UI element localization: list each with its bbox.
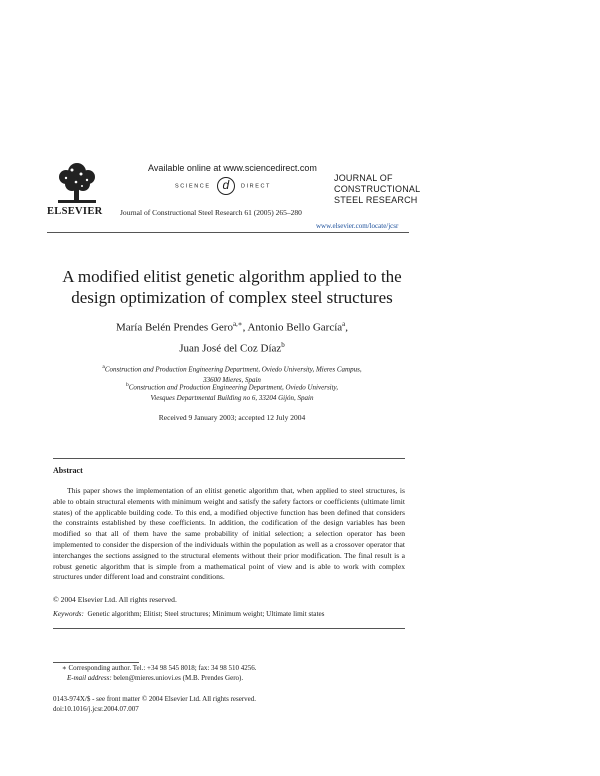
copyright-notice: © 2004 Elsevier Ltd. All rights reserved. bbox=[53, 595, 177, 604]
header-divider bbox=[47, 232, 409, 233]
author-name: , Antonio Bello García bbox=[242, 321, 343, 334]
title-line: design optimization of complex steel structures bbox=[71, 288, 393, 307]
email-footnote bbox=[67, 674, 243, 682]
affil-text: Construction and Production Engineering Department, Oviedo University, bbox=[128, 383, 339, 392]
journal-title-logo bbox=[334, 173, 421, 206]
sciencedirect-mark-icon: d bbox=[217, 177, 235, 195]
received-dates: Received 9 January 2003; accepted 12 July 2004 bbox=[158, 413, 306, 422]
abstract-heading: Abstract bbox=[53, 466, 83, 475]
doi-line[interactable]: doi:10.1016/j.jcsr.2004.07.007 bbox=[53, 705, 139, 713]
corresponding-author-footnote bbox=[62, 664, 257, 672]
journal-title-line: STEEL RESEARCH bbox=[334, 195, 418, 205]
journal-title-line: JOURNAL OF bbox=[334, 173, 393, 183]
author-affil-mark: b bbox=[281, 340, 285, 349]
keywords-list: Genetic algorithm; Elitist; Steel structures; Minimum weight; Ultimate limit states bbox=[87, 610, 325, 618]
keywords-divider bbox=[53, 628, 405, 629]
author-line bbox=[40, 316, 424, 337]
keywords bbox=[53, 610, 405, 618]
email-label: E-mail address: bbox=[67, 674, 112, 682]
abstract-body bbox=[53, 486, 405, 583]
sciencedirect-left: SCIENCE bbox=[175, 183, 211, 190]
sciencedirect-logo bbox=[175, 177, 271, 195]
keywords-label: Keywords: bbox=[53, 610, 84, 618]
author-separator: , bbox=[345, 321, 349, 334]
tree-icon bbox=[52, 160, 102, 206]
issn-line: 0143-974X/$ - see front matter © 2004 Elsevier Ltd. All rights reserved. bbox=[53, 695, 257, 703]
author-affil-mark: a bbox=[342, 320, 346, 328]
journal-title-line: CONSTRUCTIONAL bbox=[334, 184, 421, 194]
author-affil-mark: a,∗ bbox=[232, 320, 243, 328]
footnote-divider bbox=[53, 662, 139, 663]
affil-mark: a bbox=[102, 364, 105, 370]
affil-text: Construction and Production Engineering Department, Oviedo University, Mieres Campus, bbox=[104, 365, 362, 374]
footnote-text: Corresponding author. Tel.: +34 98 545 8018; fax: 34 98 510 4256. bbox=[68, 664, 257, 672]
journal-reference: Journal of Constructional Steel Research 61 (2005) 265–280 bbox=[120, 208, 302, 217]
journal-url-link[interactable]: www.elsevier.com/locate/jcsr bbox=[316, 222, 399, 230]
available-online-text: Available online at www.sciencedirect.com bbox=[148, 163, 317, 173]
affil-text: 33600 Mieres, Spain bbox=[203, 375, 261, 384]
publisher-name: ELSEVIER bbox=[47, 206, 103, 217]
affil-text: Viesques Departmental Building no 6, 33204 Gijón, Spain bbox=[150, 393, 314, 402]
author-line bbox=[40, 337, 424, 358]
footnote-mark: ∗ bbox=[62, 664, 67, 672]
author-list bbox=[40, 316, 424, 357]
article-title bbox=[40, 266, 424, 308]
author-name: Juan José del Coz Díaz bbox=[179, 342, 282, 355]
affil-mark: b bbox=[125, 382, 129, 388]
sciencedirect-right: DIRECT bbox=[240, 183, 272, 190]
affiliation-b bbox=[40, 380, 424, 403]
email-address[interactable]: belen@mieres.uniovi.es (M.B. Prendes Gero). bbox=[113, 674, 244, 682]
author-name: María Belén Prendes Gero bbox=[115, 321, 233, 334]
abstract-divider bbox=[53, 458, 405, 459]
abstract-paragraph: This paper shows the implementation of an elitist genetic algorithm that, when applied to steel structures, is able to obtain structural elements with minimum weight and satisfy the safety factors or coefficients (ultimate limit states) of the applicable building code. To this end, a modified objective function has been defined that considers the constraints established by these coefficients. In addition, the codification of the design variables has been modified so that all of them have the same probability of initial selection; a selection operator has been implemented to consider the dispersion of the individuals within the population as well as a crossover operator that interchanges the sections assigned to the structural elements without their prior modification. The final result is a robust genetic algorithm that is simple from a mathematical point of view and is able to work with complex structures under different load and constraint conditions. bbox=[53, 486, 405, 582]
title-line: A modified elitist genetic algorithm applied to the bbox=[62, 267, 402, 286]
